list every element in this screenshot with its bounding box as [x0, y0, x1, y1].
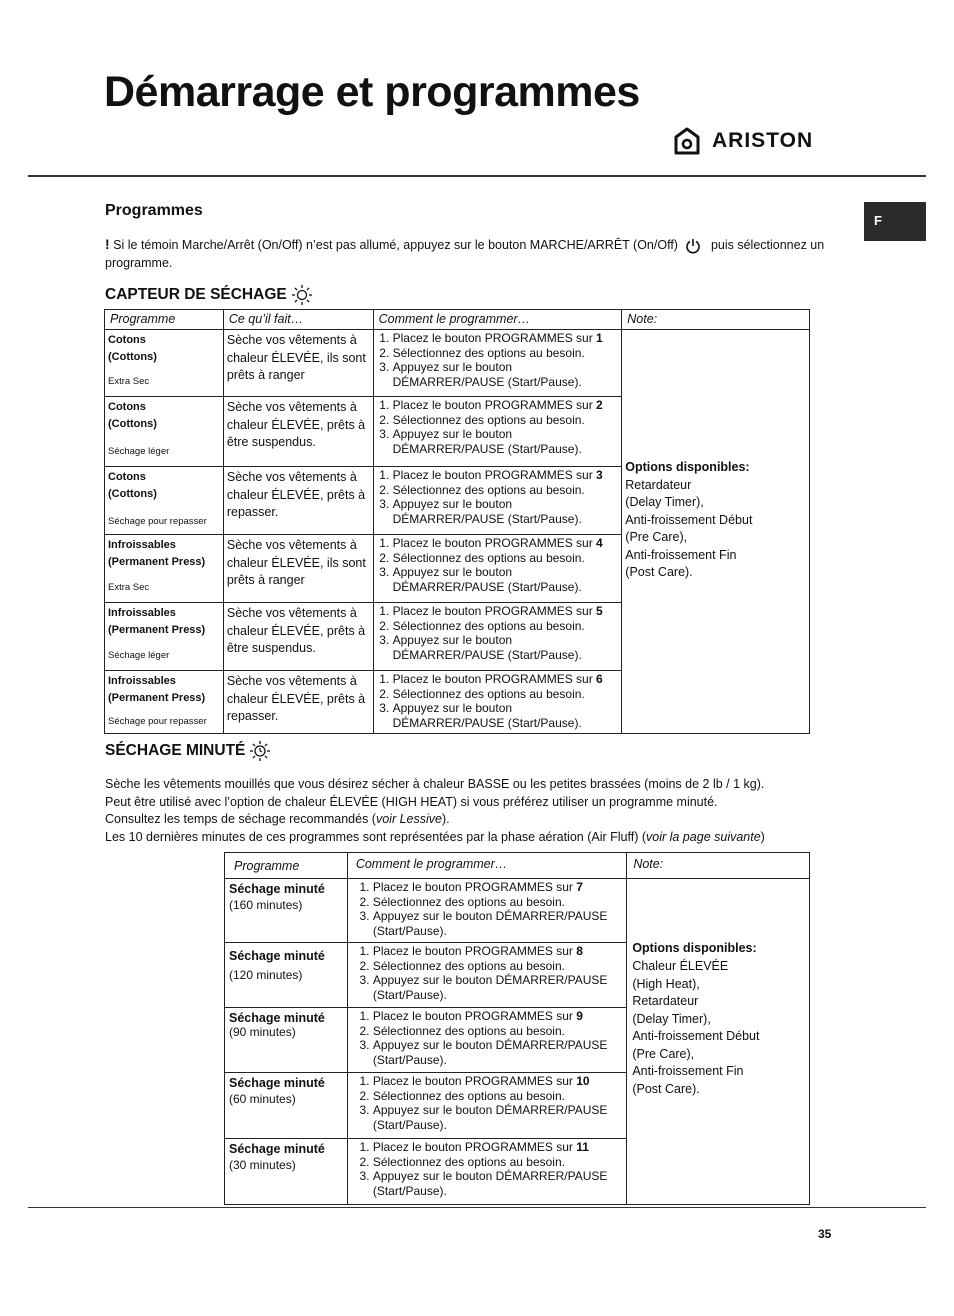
minute-heading-text: SÉCHAGE MINUTÉ — [105, 742, 246, 759]
step-text: 2. Sélectionnez des options au besoin. — [393, 346, 620, 361]
note-line: (High Heat), — [632, 976, 700, 991]
brand-logo — [674, 126, 813, 156]
table-row — [225, 879, 810, 943]
program-minutes: (120 minutes) — [229, 968, 303, 982]
program-number: 10 — [576, 1074, 590, 1088]
program-desc: Sèche vos vêtements à chaleur ÉLEVÉE, prêts à être suspendus. — [223, 603, 373, 671]
step-text: Placez le bouton PROGRAMMES sur — [392, 331, 593, 345]
program-name: Infroissables — [108, 539, 176, 551]
para-link: voir Lessive — [375, 812, 442, 826]
steps-list — [356, 1140, 625, 1198]
program-sub: Séchage pour repasser — [108, 516, 207, 527]
note-line: Chaleur ÉLEVÉE — [632, 958, 729, 973]
step-text: 2. Sélectionnez des options au besoin. — [373, 1089, 625, 1104]
capteur-table — [104, 309, 810, 734]
program-minutes: (160 minutes) — [229, 898, 303, 912]
step-text: 3. Appuyez sur le bouton DÉMARRER/PAUSE (Start/Pause). — [373, 973, 625, 1002]
steps-list — [376, 398, 620, 456]
section-heading-programmes: Programmes — [105, 202, 203, 219]
col-header-how: Comment le programmer… — [347, 853, 627, 879]
steps-list — [376, 672, 620, 730]
header-divider — [28, 175, 926, 177]
program-sub: Séchage léger — [108, 650, 170, 661]
col-header-programme: Programme — [225, 853, 348, 879]
step-text: 3. Appuyez sur le bouton DÉMARRER/PAUSE (Start/Pause). — [393, 427, 620, 456]
note-title: Options disponibles: — [632, 941, 757, 956]
para-line: Consultez les temps de séchage recommandés ( — [105, 812, 376, 826]
program-sub: Extra Sec — [108, 582, 150, 593]
step-text: 3. Appuyez sur le bouton DÉMARRER/PAUSE (Start/Pause). — [373, 1038, 625, 1067]
steps-list — [376, 536, 620, 594]
program-number: 4 — [596, 536, 603, 550]
program-name: Séchage minuté — [229, 1076, 325, 1090]
program-name-en: (Permanent Press) — [108, 692, 206, 704]
table-row — [105, 330, 810, 397]
program-name: Cotons — [108, 334, 146, 346]
col-header-note: Note: — [622, 310, 810, 330]
note-line: (Delay Timer), — [632, 1011, 711, 1026]
program-name: Infroissables — [108, 607, 176, 619]
house-logo-icon — [674, 127, 700, 155]
step-text: Placez le bouton PROGRAMMES sur — [372, 1074, 573, 1088]
steps-list — [376, 604, 620, 662]
col-header-how: Comment le programmer… — [373, 310, 622, 330]
step-text: 2. Sélectionnez des options au besoin. — [393, 483, 620, 498]
step-text: Placez le bouton PROGRAMMES sur — [372, 1009, 573, 1023]
program-name-en: (Cottons) — [108, 488, 157, 500]
program-name-en: (Permanent Press) — [108, 624, 206, 636]
note-line: Retardateur — [632, 994, 699, 1009]
program-number: 3 — [596, 468, 603, 482]
note-line: (Pre Care), — [625, 530, 688, 545]
note-line: (Delay Timer), — [625, 495, 704, 510]
footer-divider — [28, 1207, 926, 1208]
step-text: Placez le bouton PROGRAMMES sur — [392, 604, 593, 618]
para-line: Les 10 dernières minutes de ces programmes sont représentées par la phase aération (Air Fluff) ( — [105, 829, 647, 844]
capteur-heading-text: CAPTEUR DE SÉCHAGE — [105, 286, 287, 303]
program-minutes: (60 minutes) — [229, 1092, 296, 1106]
step-text: Placez le bouton PROGRAMMES sur — [392, 672, 593, 686]
note-cell — [627, 879, 810, 1205]
step-text: 3. Appuyez sur le bouton DÉMARRER/PAUSE (Start/Pause). — [393, 565, 620, 594]
para-line: ). — [441, 812, 450, 826]
power-icon — [685, 238, 701, 254]
program-name-en: (Cottons) — [108, 351, 157, 363]
step-text: 2. Sélectionnez des options au besoin. — [373, 1155, 625, 1170]
program-desc: Sèche vos vêtements à chaleur ÉLEVÉE, prêts à repasser. — [223, 671, 373, 734]
program-sub: Séchage léger — [108, 446, 170, 457]
note-line: (Post Care). — [625, 565, 693, 580]
step-text: 3. Appuyez sur le bouton DÉMARRER/PAUSE (Start/Pause). — [393, 701, 620, 730]
program-sub: Extra Sec — [108, 376, 150, 387]
note-line: (Post Care). — [632, 1082, 700, 1097]
para-link: voir la page suivante — [646, 829, 761, 844]
steps-list — [356, 944, 625, 1002]
note-line: Anti-froissement Fin — [632, 1064, 744, 1079]
step-text: 2. Sélectionnez des options au besoin. — [393, 551, 620, 566]
program-desc: Sèche vos vêtements à chaleur ÉLEVÉE, prêts à être suspendus. — [223, 397, 373, 467]
program-name-en: (Permanent Press) — [108, 556, 206, 568]
step-text: Placez le bouton PROGRAMMES sur — [372, 880, 573, 894]
program-name: Séchage minuté — [229, 1142, 325, 1156]
step-text: Placez le bouton PROGRAMMES sur — [392, 398, 593, 412]
col-header-programme: Programme — [105, 310, 224, 330]
intro-text-before: Si le témoin Marche/Arrêt (On/Off) n’est pas allumé, appuyez sur le bouton MARCHE/ARRÊT (On/Off) — [113, 238, 678, 252]
col-header-what: Ce qu’il fait… — [223, 310, 373, 330]
program-number: 8 — [576, 944, 583, 958]
warning-mark: ! — [105, 236, 110, 252]
para-line: Sèche les vêtements mouillés que vous désirez sécher à chaleur BASSE ou les petites brassées (moins de 2 lb / 1 kg). — [105, 777, 765, 791]
program-name: Cotons — [108, 471, 146, 483]
minute-description — [105, 776, 895, 846]
step-text: 3. Appuyez sur le bouton DÉMARRER/PAUSE (Start/Pause). — [393, 360, 620, 389]
program-name-en: (Cottons) — [108, 418, 157, 430]
program-number: 7 — [576, 880, 583, 894]
program-desc: Sèche vos vêtements à chaleur ÉLEVÉE, prêts à repasser. — [223, 467, 373, 535]
step-text: 2. Sélectionnez des options au besoin. — [373, 959, 625, 974]
minute-table — [224, 852, 810, 1205]
note-line: Retardateur — [625, 477, 692, 492]
note-line: Anti-froissement Début — [632, 1029, 760, 1044]
language-label: F — [874, 213, 882, 228]
page-title: Démarrage et programmes — [104, 68, 640, 116]
program-number: 1 — [596, 331, 603, 345]
step-text: 2. Sélectionnez des options au besoin. — [393, 413, 620, 428]
minute-heading — [105, 740, 271, 762]
program-minutes: (30 minutes) — [229, 1158, 296, 1172]
program-number: 2 — [596, 398, 603, 412]
program-number: 6 — [596, 672, 603, 686]
steps-list — [356, 1009, 625, 1067]
capteur-heading — [105, 284, 313, 306]
note-line: Anti-froissement Fin — [625, 547, 737, 562]
para-line: Peut être utilisé avec l’option de chaleur ÉLEVÉE (HIGH HEAT) si vous préférez utiliser un programme minuté. — [105, 794, 718, 809]
note-title: Options disponibles: — [625, 459, 750, 474]
program-desc: Sèche vos vêtements à chaleur ÉLEVÉE, ils sont prêts à ranger — [223, 535, 373, 603]
program-name: Séchage minuté — [229, 949, 325, 963]
para-line: ) — [760, 829, 765, 844]
step-text: Placez le bouton PROGRAMMES sur — [372, 944, 573, 958]
note-cell — [622, 330, 810, 734]
program-number: 11 — [576, 1140, 589, 1154]
step-text: 2. Sélectionnez des options au besoin. — [393, 687, 620, 702]
note-line: Anti-froissement Début — [625, 512, 753, 527]
program-name: Cotons — [108, 401, 146, 413]
step-text: 3. Appuyez sur le bouton DÉMARRER/PAUSE (Start/Pause). — [373, 909, 625, 938]
language-tab — [864, 202, 926, 241]
program-number: 9 — [576, 1009, 583, 1023]
steps-list — [356, 880, 625, 938]
brand-name: ARISTON — [712, 129, 814, 152]
step-text: Placez le bouton PROGRAMMES sur — [392, 468, 593, 482]
step-text: Placez le bouton PROGRAMMES sur — [372, 1140, 573, 1154]
timer-sun-icon — [249, 740, 271, 762]
steps-list — [356, 1074, 625, 1132]
program-desc: Sèche vos vêtements à chaleur ÉLEVÉE, ils sont prêts à ranger — [223, 330, 373, 397]
steps-list — [376, 468, 620, 526]
step-text: Placez le bouton PROGRAMMES sur — [392, 536, 593, 550]
step-text: 3. Appuyez sur le bouton DÉMARRER/PAUSE (Start/Pause). — [373, 1103, 625, 1132]
step-text: 3. Appuyez sur le bouton DÉMARRER/PAUSE (Start/Pause). — [393, 633, 620, 662]
step-text: 2. Sélectionnez des options au besoin. — [393, 619, 620, 634]
step-text: 2. Sélectionnez des options au besoin. — [373, 1024, 625, 1039]
note-line: (Pre Care), — [632, 1046, 695, 1061]
program-name: Séchage minuté — [229, 882, 325, 896]
steps-list — [376, 331, 620, 389]
step-text: 2. Sélectionnez des options au besoin. — [373, 895, 625, 910]
step-text: 3. Appuyez sur le bouton DÉMARRER/PAUSE (Start/Pause). — [373, 1169, 625, 1198]
program-sub: Séchage pour repasser — [108, 716, 207, 727]
page-number: 35 — [818, 1227, 832, 1241]
program-name: Infroissables — [108, 675, 176, 687]
program-number: 5 — [596, 604, 603, 618]
program-name: Séchage minuté — [229, 1011, 325, 1025]
sun-icon — [291, 284, 313, 306]
program-minutes: (90 minutes) — [229, 1025, 296, 1039]
col-header-note: Note: — [627, 853, 810, 879]
intro-paragraph — [105, 235, 825, 272]
intro-text-after: puis sélectionnez un programme. — [105, 238, 825, 270]
step-text: 3. Appuyez sur le bouton DÉMARRER/PAUSE (Start/Pause). — [393, 497, 620, 526]
